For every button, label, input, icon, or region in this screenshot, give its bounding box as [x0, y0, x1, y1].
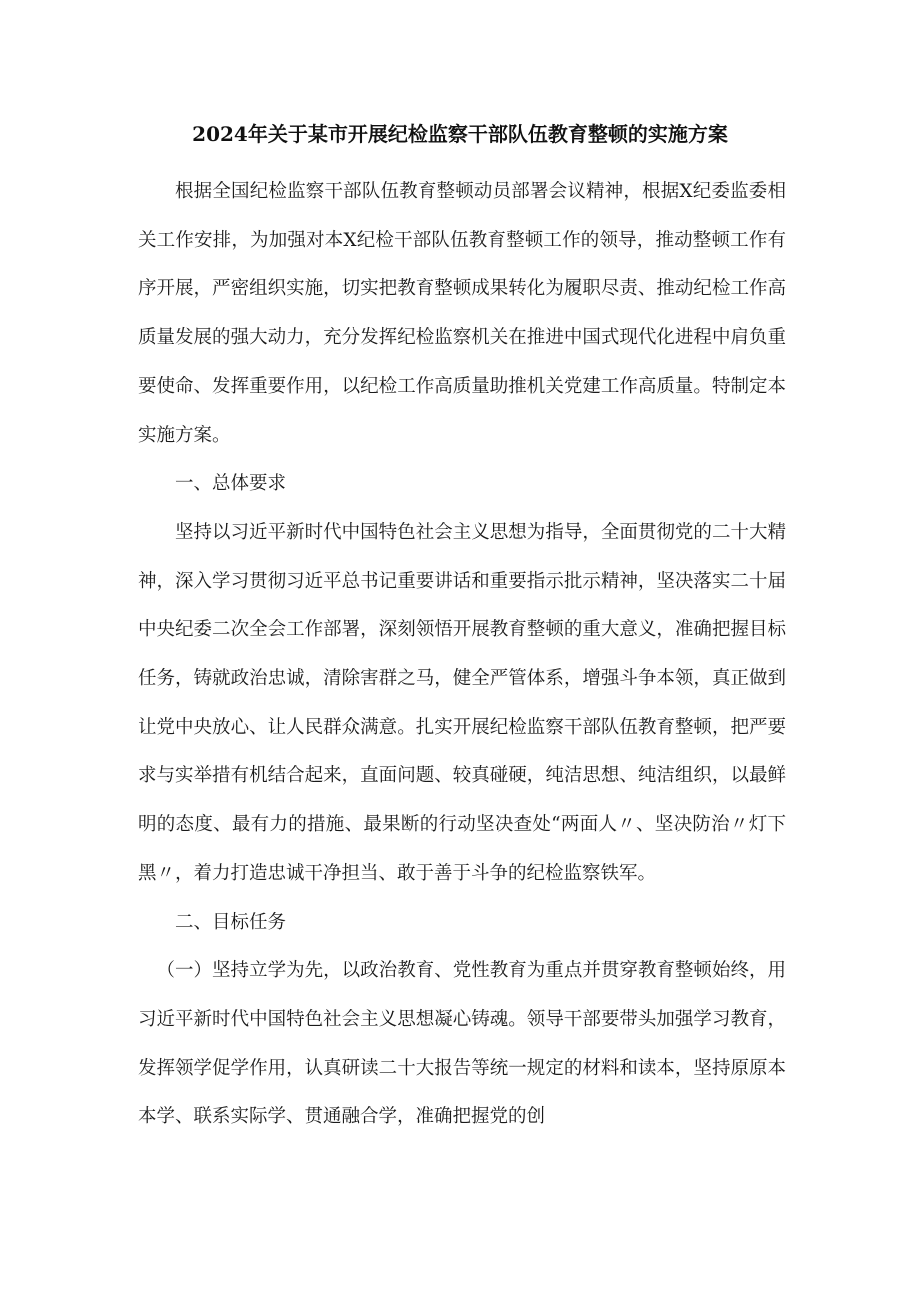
document-title: 2024年关于某市开展纪检监察干部队伍教育整顿的实施方案 — [192, 122, 728, 146]
overall-requirements-paragraph: 坚持以习近平新时代中国特色社会主义思想为指导，全面贯彻党的二十大精神，深入学习贯彻习近平总书记重要讲话和重要指示批示精神，坚决落实二十届中央纪委二次全会工作部署，深刻领悟开展教育整顿的重大意义，准确把握目标任务，铸就政治忠诚，清除害群之马，健全严管体系，增强斗争本领，真正做到让党中央放心、让人民群众满意。扎实开展纪检监察干部队伍教育整顿，把严要求与实举措有机结合起来，直面问题、较真碰硬，纯洁思想、纯洁组织，以最鲜明的态度、最有力的措施、最果断的行动坚决查处“两面人〃、坚决防治〃灯下黑〃，着力打造忠诚干净担当、敢于善于斗争的纪检监察铁军。 — [138, 521, 786, 884]
intro-paragraph: 根据全国纪检监察干部队伍教育整顿动员部署会议精神，根据X纪委监委相关工作安排，为加强对本X纪检干部队伍教育整顿工作的领导，推动整顿工作有序开展，严密组织实施，切实把教育整顿成果转化为履职尽责、推动纪检工作高质量发展的强大动力，充分发挥纪检监察机关在推进中国式现代化进程中肩负重要使命、发挥重要作用，以纪检工作高质量助推机关党建工作高质量。特制定本实施方案。 — [138, 181, 786, 446]
document-body — [138, 168, 786, 1142]
goals-tasks-item-1-paragraph: （一）坚持立学为先，以政治教育、党性教育为重点并贯穿教育整顿始终，用习近平新时代中国特色社会主义思想凝心铸魂。领导干部要带头加强学习教育，发挥领学促学作用，认真研读二十大报告等统一规定的材料和读本，坚持原原本本学、联系实际学、贯通融合学，准确把握党的创 — [138, 960, 786, 1128]
section-heading-goals-tasks: 二、目标任务 — [175, 911, 287, 933]
section-heading-overall-requirements: 一、总体要求 — [175, 473, 287, 495]
